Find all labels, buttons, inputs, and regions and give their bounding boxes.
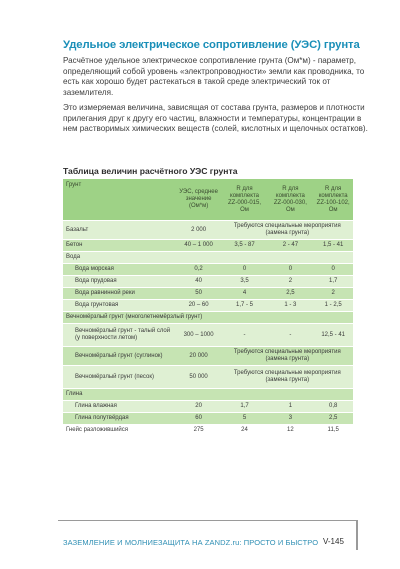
row-r1: -: [222, 324, 268, 346]
group-label: Вечномёрзлый грунт (многолетнемёрзлый грунт): [63, 312, 353, 323]
row-r2: -: [267, 324, 313, 346]
row-resistivity: 50: [176, 288, 222, 299]
table-title: Таблица величин расчётного УЭС грунта: [63, 166, 238, 176]
row-r2: 1 - 3: [267, 300, 313, 311]
header-resistivity: УЭС, среднее значение (Ом*м): [176, 179, 222, 220]
row-resistivity: 50 000: [176, 366, 222, 388]
row-resistivity: 60: [176, 413, 222, 424]
row-r1: 4: [222, 288, 268, 299]
row-resistivity: 20 000: [176, 347, 222, 365]
table-row: [63, 276, 353, 287]
table-row: [63, 264, 353, 275]
table-row: [63, 288, 353, 299]
header-kit1: R для комплекта ZZ-000-015, Ом: [222, 179, 268, 220]
row-r2: 2,5: [267, 288, 313, 299]
row-r3: 1,5 - 41: [313, 240, 353, 251]
row-r1: 5: [222, 413, 268, 424]
row-r1: 24: [222, 425, 268, 436]
row-resistivity: 20 – 60: [176, 300, 222, 311]
row-ground: Гнейс разложившийся: [63, 425, 176, 436]
row-resistivity: 275: [176, 425, 222, 436]
table-row: [63, 221, 353, 239]
table-row: [63, 300, 353, 311]
row-ground: Базальт: [63, 221, 176, 239]
table-header-row: [63, 179, 353, 220]
intro-paragraph: Расчётное удельное электрическое сопротивление грунта (Ом*м) - параметр, определяющий собой уровень «электропроводности» земли как проводника, то есть как хорошо будет растекаться в такой среде электрический ток от заземлителя.: [63, 56, 365, 97]
page-title: Удельное электрическое сопротивление (УЭС) грунта: [63, 39, 360, 51]
row-r1: 0: [222, 264, 268, 275]
table-group-row: [63, 252, 353, 263]
row-ground: Вода морская: [63, 264, 176, 275]
row-ground: Вода равнинной реки: [63, 288, 176, 299]
row-r3: 1 - 2,5: [313, 300, 353, 311]
table-row: [63, 366, 353, 388]
row-note: Требуются специальные мероприятия (замена грунта): [222, 366, 353, 388]
header-ground: Грунт: [63, 179, 176, 220]
row-r2: 2: [267, 276, 313, 287]
row-resistivity: 300 – 1000: [176, 324, 222, 346]
row-r3: 2: [313, 288, 353, 299]
row-resistivity: 0,2: [176, 264, 222, 275]
row-ground: Вечномёрзлый грунт (песок): [63, 366, 176, 388]
row-resistivity: 40: [176, 276, 222, 287]
row-r3: 0: [313, 264, 353, 275]
row-r3: 0,8: [313, 401, 353, 412]
row-r3: 11,5: [313, 425, 353, 436]
table-row: [63, 324, 353, 346]
table-row: [63, 240, 353, 251]
row-r2: 12: [267, 425, 313, 436]
header-kit2: R для комплекта ZZ-000-030, Ом: [267, 179, 313, 220]
row-ground: Вечномёрзлый грунт (суглинок): [63, 347, 176, 365]
row-ground: Глина полутвёрдая: [63, 413, 176, 424]
row-r2: 2 - 47: [267, 240, 313, 251]
row-resistivity: 20: [176, 401, 222, 412]
row-r1: 3,5 - 87: [222, 240, 268, 251]
row-ground: Вода грунтовая: [63, 300, 176, 311]
row-ground: Вечномёрзлый грунт - талый слой (у поверхности летом): [63, 324, 176, 346]
footer-divider: [58, 520, 356, 521]
header-kit3: R для комплекта ZZ-100-102, Ом: [313, 179, 353, 220]
table-row: [63, 413, 353, 424]
resistivity-table: [63, 178, 353, 437]
row-note: Требуются специальные мероприятия (замена грунта): [222, 221, 353, 239]
row-ground: Глина влажная: [63, 401, 176, 412]
row-ground: Вода прудовая: [63, 276, 176, 287]
description-paragraph: Это измеряемая величина, зависящая от состава грунта, размеров и плотности прилегания друг к другу его частиц, влажности и температуры, концентрации в нем растворимых химических веществ (солей, кислотных и щелочных остатков).: [63, 103, 368, 134]
page-number: V-145: [323, 537, 344, 546]
table-row: [63, 401, 353, 412]
group-label: Вода: [63, 252, 353, 263]
row-r3: 1,7: [313, 276, 353, 287]
table-row: [63, 347, 353, 365]
row-r2: 0: [267, 264, 313, 275]
footer-text: ЗАЗЕМЛЕНИЕ И МОЛНИЕЗАЩИТА НА ZANDZ.ru: ПРОСТО И БЫСТРО: [63, 538, 319, 547]
table-group-row: [63, 312, 353, 323]
row-r1: 1,7 - 5: [222, 300, 268, 311]
row-resistivity: 2 000: [176, 221, 222, 239]
row-r2: 1: [267, 401, 313, 412]
footer-vertical-divider: [356, 520, 358, 550]
row-r2: 3: [267, 413, 313, 424]
row-r1: 3,5: [222, 276, 268, 287]
row-r1: 1,7: [222, 401, 268, 412]
row-note: Требуются специальные мероприятия (замена грунта): [222, 347, 353, 365]
table-row: [63, 425, 353, 436]
row-resistivity: 40 – 1 000: [176, 240, 222, 251]
row-ground: Бетон: [63, 240, 176, 251]
row-r3: 12,5 - 41: [313, 324, 353, 346]
row-r3: 2,5: [313, 413, 353, 424]
table-group-row: [63, 389, 353, 400]
group-label: Глина: [63, 389, 353, 400]
